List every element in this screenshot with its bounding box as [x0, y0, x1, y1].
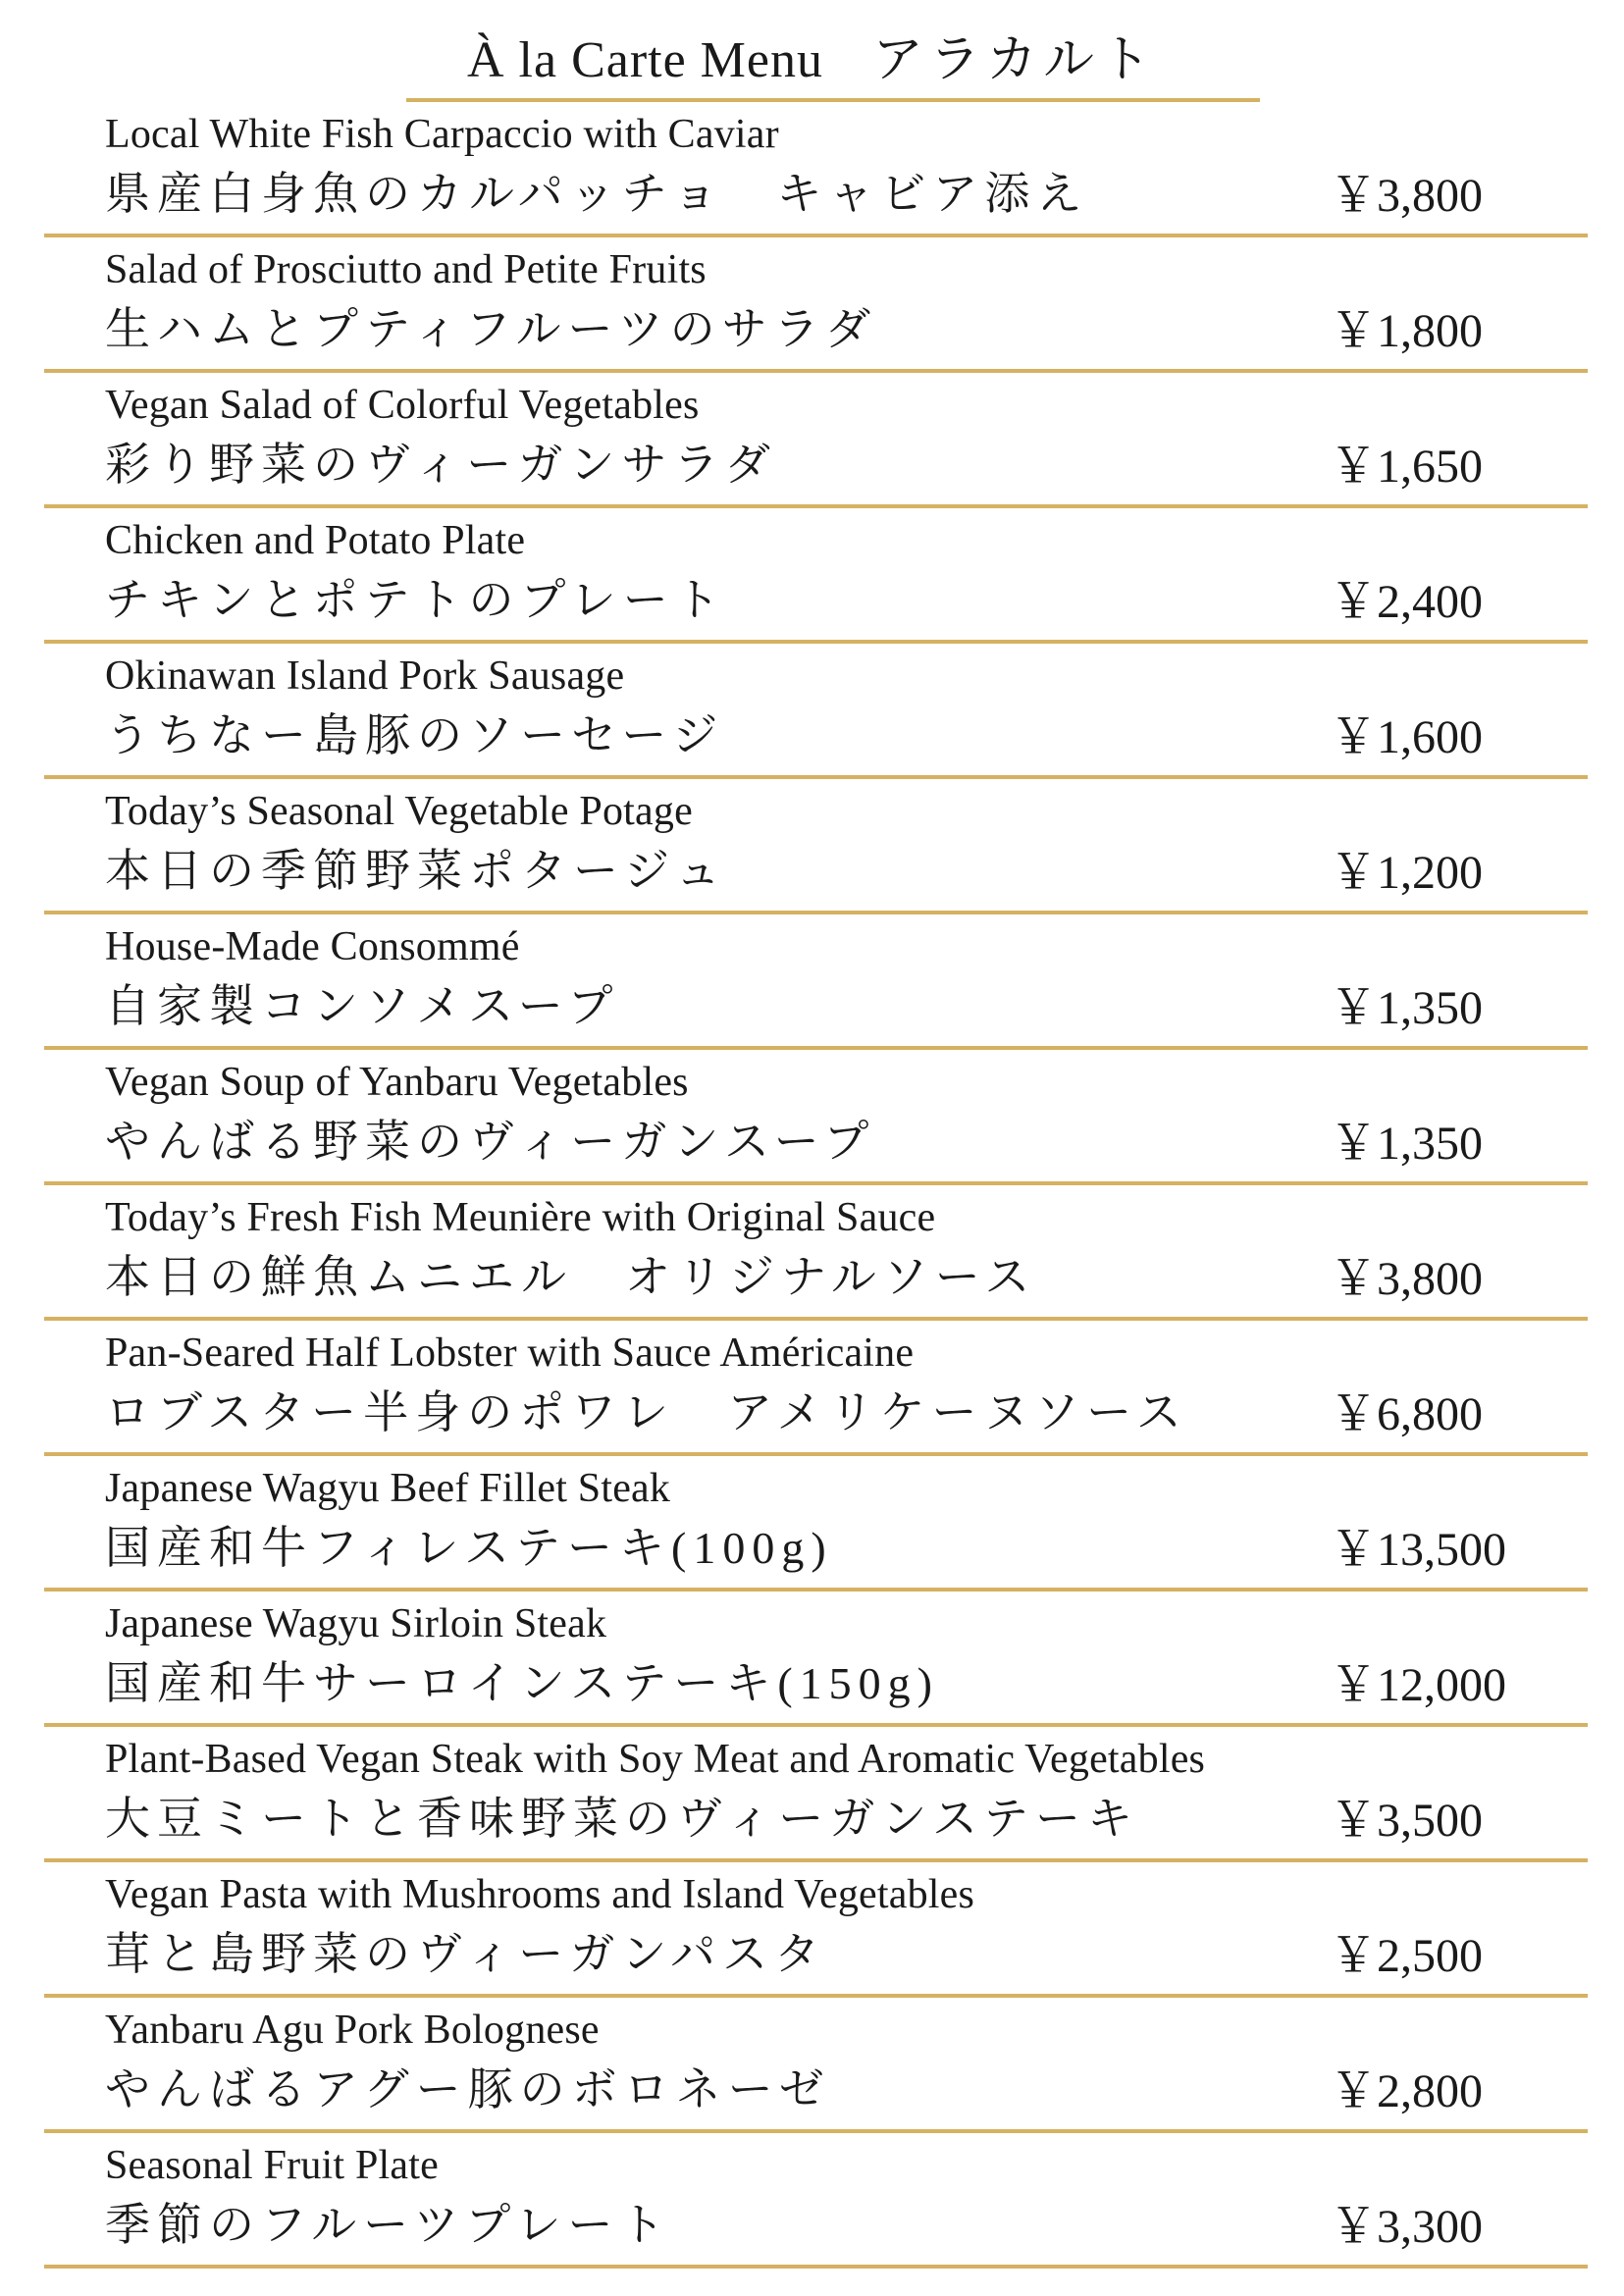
- menu-item: [44, 508, 1588, 644]
- item-name-english: Chicken and Potato Plate: [105, 518, 526, 563]
- menu-item: [44, 644, 1588, 779]
- item-name-japanese: やんばる野菜のヴィーガンスープ: [105, 1117, 876, 1167]
- menu-item: [44, 914, 1588, 1050]
- item-name-english: Local White Fish Carpaccio with Caviar: [105, 112, 779, 157]
- menu-item: [44, 1862, 1588, 1998]
- menu-item: [44, 102, 1588, 237]
- item-name-japanese: 季節のフルーツプレート: [105, 2200, 672, 2250]
- menu-item: [44, 1592, 1588, 1727]
- item-price: ￥13,500: [1330, 1524, 1507, 1576]
- item-price: ￥3,800: [1330, 1253, 1484, 1305]
- item-name-japanese: 生ハムとプティフルーツのサラダ: [105, 304, 878, 354]
- menu-item: [44, 1998, 1588, 2133]
- item-name-english: Seasonal Fruit Plate: [105, 2143, 439, 2188]
- menu-item: [44, 779, 1588, 914]
- item-price: ￥1,350: [1330, 982, 1484, 1034]
- menu-item: [44, 373, 1588, 508]
- item-name-english: Vegan Salad of Colorful Vegetables: [105, 383, 700, 428]
- item-name-japanese: やんばるアグー豚のボロネーゼ: [105, 2064, 831, 2114]
- item-price: ￥2,500: [1330, 1930, 1484, 1982]
- menu-item: [44, 1727, 1588, 1862]
- item-name-japanese: ロブスター半身のポワレ アメリケーヌソース: [105, 1387, 1188, 1437]
- item-name-english: Today’s Fresh Fish Meunière with Original Sauce: [105, 1195, 936, 1240]
- item-name-japanese: うちなー島豚のソーセージ: [105, 710, 725, 760]
- item-name-japanese: 県産白身魚のカルパッチョ キャビア添え: [105, 169, 1089, 219]
- item-name-english: Japanese Wagyu Sirloin Steak: [105, 1601, 607, 1646]
- item-price: ￥3,300: [1330, 2201, 1484, 2253]
- item-name-english: Pan-Seared Half Lobster with Sauce Américaine: [105, 1331, 915, 1376]
- item-name-japanese: 自家製コンソメスープ: [105, 981, 620, 1031]
- item-price: ￥3,800: [1330, 170, 1484, 222]
- item-price: ￥1,650: [1330, 441, 1484, 493]
- item-name-japanese: 本日の鮮魚ムニエル オリジナルソース: [105, 1252, 1037, 1302]
- item-price: ￥1,200: [1330, 847, 1484, 899]
- menu-item: [44, 1456, 1588, 1592]
- item-name-english: Vegan Soup of Yanbaru Vegetables: [105, 1060, 689, 1105]
- item-price: ￥1,600: [1330, 711, 1484, 763]
- menu-title: [0, 22, 1624, 100]
- item-name-english: Plant-Based Vegan Steak with Soy Meat and Aromatic Vegetables: [105, 1737, 1206, 1782]
- item-name-japanese: 茸と島野菜のヴィーガンパスタ: [105, 1929, 827, 1979]
- menu-item: [44, 237, 1588, 373]
- menu-list: [44, 102, 1588, 2269]
- menu-item: [44, 1321, 1588, 1456]
- menu-item: [44, 1185, 1588, 1321]
- item-name-japanese: 彩り野菜のヴィーガンサラダ: [105, 440, 777, 490]
- item-name-japanese: 大豆ミートと香味野菜のヴィーガンステーキ: [105, 1794, 1140, 1844]
- item-price: ￥1,800: [1330, 305, 1484, 357]
- menu-title-japanese: アラカルト: [872, 32, 1158, 88]
- item-name-english: Today’s Seasonal Vegetable Potage: [105, 789, 693, 834]
- item-name-english: Yanbaru Agu Pork Bolognese: [105, 2008, 600, 2053]
- item-price: ￥12,000: [1330, 1659, 1507, 1711]
- item-price: ￥3,500: [1330, 1795, 1484, 1847]
- menu-item: [44, 1050, 1588, 1185]
- item-name-english: Japanese Wagyu Beef Fillet Steak: [105, 1466, 671, 1511]
- item-name-japanese: 本日の季節野菜ポタージュ: [105, 846, 728, 896]
- item-price: ￥6,800: [1330, 1388, 1484, 1440]
- item-name-japanese: 国産和牛フィレステーキ(100g): [105, 1523, 833, 1573]
- item-price: ￥1,350: [1330, 1118, 1484, 1170]
- menu-title-english: À la Carte Menu: [466, 32, 823, 88]
- item-price: ￥2,800: [1330, 2065, 1484, 2117]
- item-name-english: House-Made Consommé: [105, 924, 520, 969]
- item-name-japanese: 国産和牛サーロインステーキ(150g): [105, 1658, 939, 1708]
- item-name-english: Okinawan Island Pork Sausage: [105, 653, 625, 699]
- item-name-english: Salad of Prosciutto and Petite Fruits: [105, 247, 707, 292]
- item-name-english: Vegan Pasta with Mushrooms and Island Vegetables: [105, 1872, 975, 1917]
- item-name-japanese: チキンとポテトのプレート: [105, 575, 727, 625]
- item-price: ￥2,400: [1330, 576, 1484, 628]
- menu-item: [44, 2133, 1588, 2269]
